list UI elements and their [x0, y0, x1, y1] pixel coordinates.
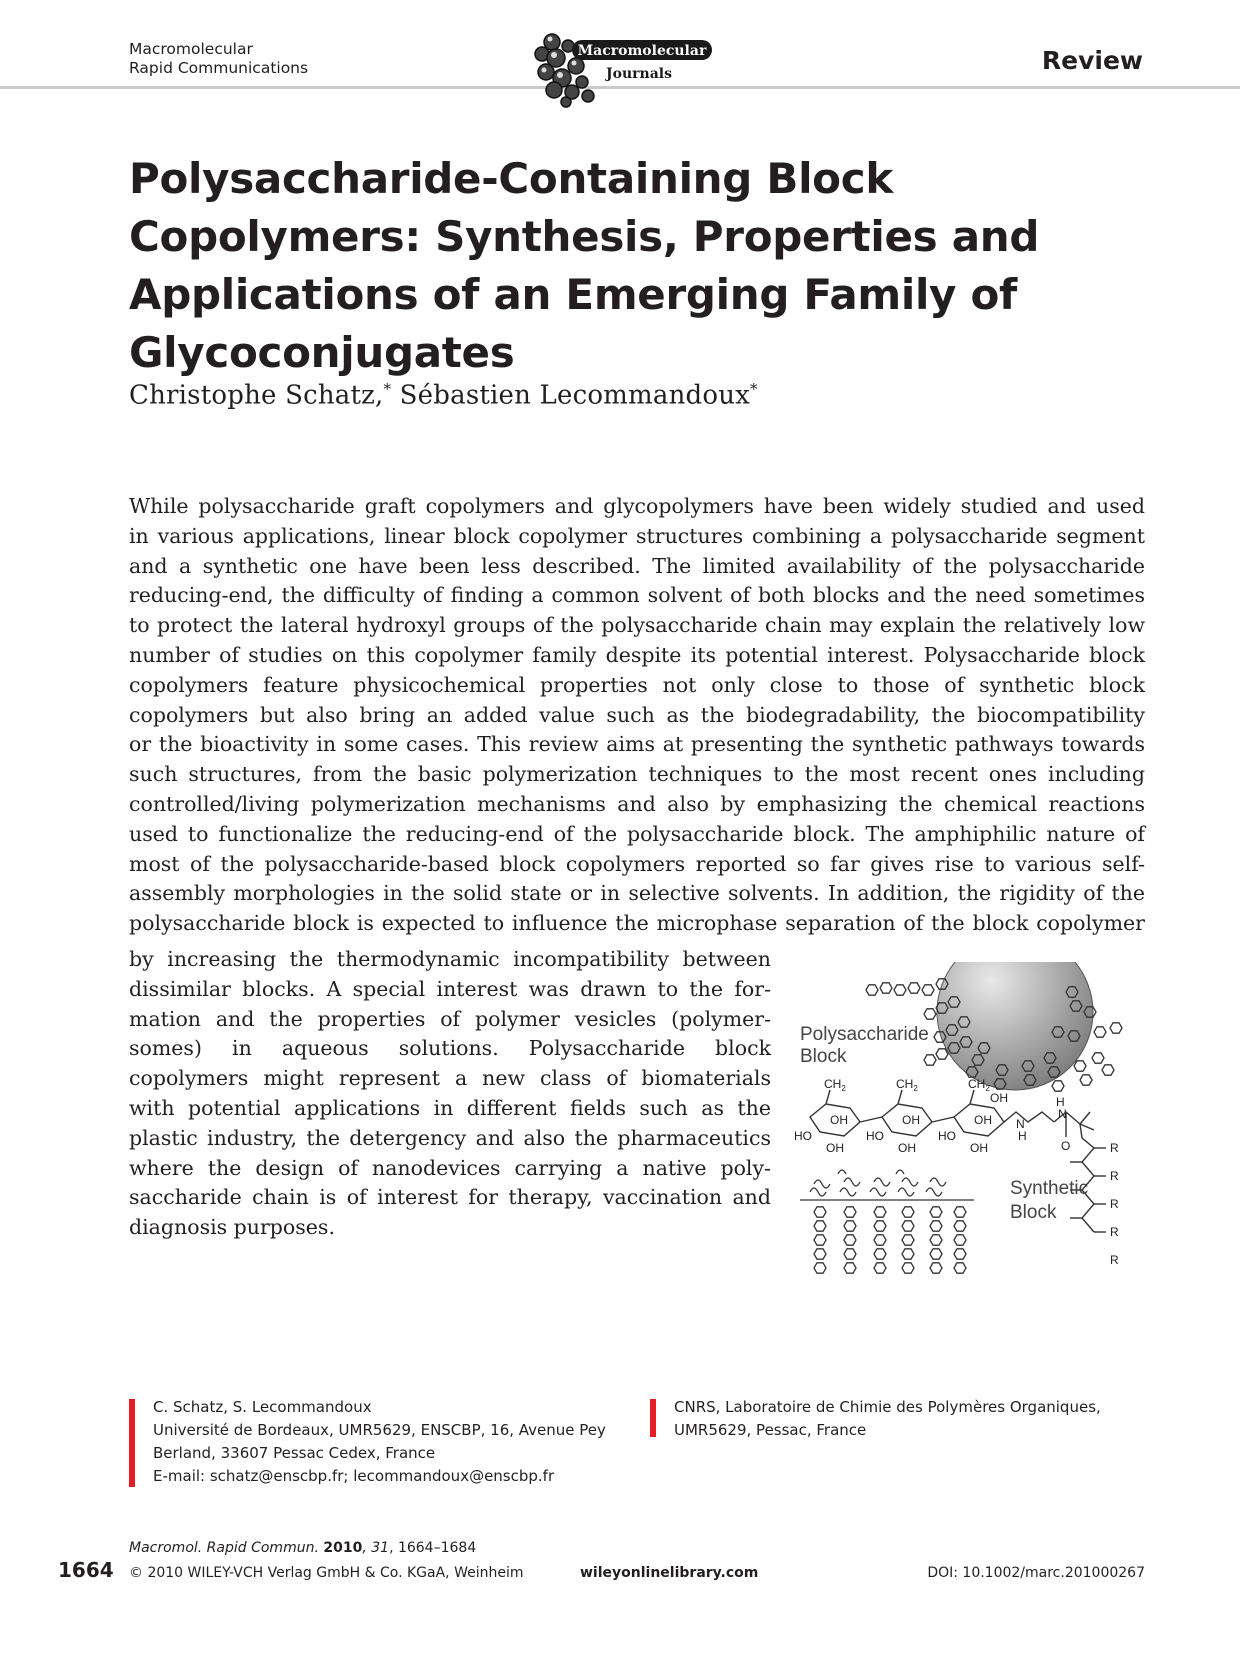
label-polysaccharide-1: Polysaccharide: [800, 1024, 929, 1045]
abstract-line: While polysaccharide graft copolymers and glycopolymers have been widely studied and used: [129, 494, 1145, 518]
abstract-line: or the bioactivity in some cases. This review aims at presenting the synthetic pathways towards: [129, 732, 1145, 757]
svg-text:OH: OH: [990, 1091, 1008, 1105]
membrane-hexagons: [814, 1207, 966, 1273]
svg-text:H: H: [1018, 1129, 1027, 1143]
citation-volume: 31: [371, 1540, 390, 1556]
abstract-line: saccharide chain is of interest for therapy, vaccination and: [129, 1185, 771, 1210]
author-list: [129, 380, 758, 411]
svg-text:OH: OH: [970, 1141, 988, 1155]
chemical-atom-labels: [794, 1077, 1119, 1267]
abstract-line: used to functionalize the reducing-end of the polysaccharide block. The amphiphilic nature of: [129, 821, 1145, 846]
svg-text:OH: OH: [974, 1113, 992, 1127]
logo-text-line2: Journals: [606, 66, 672, 82]
journal-name-line2: Rapid Communications: [129, 59, 309, 77]
svg-text:R: R: [1110, 1141, 1119, 1155]
abstract-full-width: [129, 492, 1145, 939]
abstract-line: somes) in aqueous solutions. Polysaccharide block: [129, 1036, 771, 1061]
membrane-schematic: [800, 1170, 974, 1200]
article-title: Polysaccharide-Containing Block Copolymers: Synthesis, Properties and Applications of an Emerging Family of Glycoconjugates: [129, 154, 1040, 377]
label-polysaccharide-2: Block: [800, 1046, 847, 1067]
affiliation-email[interactable]: E-mail: schatz@enscbp.fr; lecommandoux@enscbp.fr: [153, 1467, 555, 1485]
citation-journal: Macromol. Rapid Commun.: [129, 1540, 319, 1556]
abstract-line: most of the polysaccharide-based block copolymers reported so far gives rise to various self-: [129, 851, 1145, 876]
doi[interactable]: DOI: 10.1002/marc.201000267: [927, 1565, 1145, 1581]
label-synthetic-1: Synthetic: [1010, 1178, 1089, 1199]
abstract-line: copolymers might represent a new class of biomaterials: [129, 1066, 771, 1091]
abstract-line: by increasing the thermodynamic incompatibility between: [129, 947, 771, 971]
svg-text:O: O: [1061, 1139, 1071, 1153]
abstract-line: number of studies on this copolymer family despite its potential interest. Polysaccharide block: [129, 642, 1145, 667]
macromolecular-journals-logo: [528, 22, 714, 108]
svg-text:OH: OH: [898, 1141, 916, 1155]
abstract-narrow-column: [129, 945, 771, 1243]
section-label: Review: [1041, 46, 1143, 75]
abstract-line: assembly morphologies in the solid state or in selective solvents. In addition, the rigidity of the: [129, 881, 1145, 906]
copyright: © 2010 WILEY-VCH Verlag GmbH & Co. KGaA, Weinheim: [129, 1565, 524, 1581]
affiliation-line: Berland, 33607 Pessac Cedex, France: [153, 1444, 436, 1462]
abstract-line: and a synthetic one have been less described. The limited availability of the polysaccharide: [129, 553, 1145, 578]
svg-text:OH: OH: [826, 1141, 844, 1155]
affiliation-line: UMR5629, Pessac, France: [674, 1421, 867, 1439]
journal-name-line1: Macromolecular: [129, 40, 253, 58]
affiliation-line: CNRS, Laboratoire de Chimie des Polymères Organiques,: [674, 1398, 1101, 1416]
abstract-line: with potential applications in different fields such as the: [129, 1095, 771, 1120]
svg-text:H: H: [1056, 1095, 1065, 1109]
svg-text:R: R: [1110, 1169, 1119, 1183]
citation-pages: , 1664–1684: [389, 1540, 477, 1556]
author-1-marker: *: [383, 380, 392, 398]
svg-text:HO: HO: [866, 1129, 884, 1143]
affiliation-bar: [129, 1399, 135, 1487]
abstract-line: mation and the properties of polymer vesicles (polymer-: [129, 1006, 771, 1031]
author-1: Christophe Schatz,: [129, 380, 384, 411]
svg-text:R: R: [1110, 1197, 1119, 1211]
svg-text:R: R: [1110, 1253, 1119, 1267]
citation-year: 2010: [323, 1540, 363, 1556]
svg-text:N: N: [1016, 1117, 1025, 1131]
svg-text:HO: HO: [794, 1129, 812, 1143]
author-2-marker: *: [750, 380, 758, 398]
svg-text:CH2: $CH_2$: [896, 1077, 918, 1093]
journal-name: [129, 40, 308, 78]
svg-text:R: R: [1110, 1225, 1119, 1239]
svg-text:OH: OH: [902, 1113, 920, 1127]
abstract-line: to protect the lateral hydroxyl groups of the polysaccharide chain may explain the relatively low: [129, 613, 1145, 638]
abstract-line: polysaccharide block is expected to influence the microphase separation of the block copolymer: [129, 911, 1145, 936]
affiliation-bar: [650, 1399, 656, 1437]
svg-text:OH: OH: [830, 1113, 848, 1127]
author-2: Sébastien Lecommandoux: [399, 380, 751, 411]
svg-text:CH2: $CH_2$: [968, 1077, 990, 1093]
abstract-line: controlled/living polymerization mechanisms and also by emphasizing the chemical reactions: [129, 791, 1145, 816]
abstract-line: in various applications, linear block copolymer structures combining a polysaccharide segment: [129, 523, 1145, 548]
label-synthetic-2: Block: [1010, 1202, 1057, 1223]
affiliation-right: [650, 1396, 1101, 1442]
abstract-line: copolymers feature physicochemical properties not only close to those of synthetic block: [129, 672, 1145, 697]
abstract-line: copolymers but also bring an added value such as the biodegradability, the biocompatibility: [129, 702, 1145, 727]
affiliation-left: [129, 1396, 606, 1488]
page-number: 1664: [58, 1558, 114, 1582]
abstract-line: plastic industry, the detergency and also the pharmaceutics: [129, 1125, 771, 1150]
logo-text-line1: Macromolecular: [577, 43, 707, 59]
abstract-line: diagnosis purposes.: [129, 1215, 335, 1240]
affiliation-line: Université de Bordeaux, UMR5629, ENSCBP, 16, Avenue Pey: [153, 1421, 606, 1439]
abstract-line: dissimilar blocks. A special interest was drawn to the for-: [129, 976, 771, 1001]
svg-text:CH2: $CH_2$: [824, 1077, 846, 1093]
abstract-line: reducing-end, the difficulty of finding a common solvent of both blocks and the need sometimes: [129, 583, 1145, 608]
svg-text:HO: HO: [938, 1129, 956, 1143]
abstract-line: where the design of nanodevices carrying a native poly-: [129, 1155, 771, 1180]
footer-citation: Macromol. Rapid Commun. 2010, 31, 1664–1684: [129, 1540, 477, 1556]
svg-text:N: N: [1058, 1107, 1067, 1121]
abstract-line: such structures, from the basic polymerization techniques to the most recent ones including: [129, 762, 1145, 787]
website-link[interactable]: wileyonlinelibrary.com: [580, 1565, 759, 1581]
graphical-abstract-figure: [790, 962, 1150, 1292]
affiliation-line: C. Schatz, S. Lecommandoux: [153, 1398, 372, 1416]
